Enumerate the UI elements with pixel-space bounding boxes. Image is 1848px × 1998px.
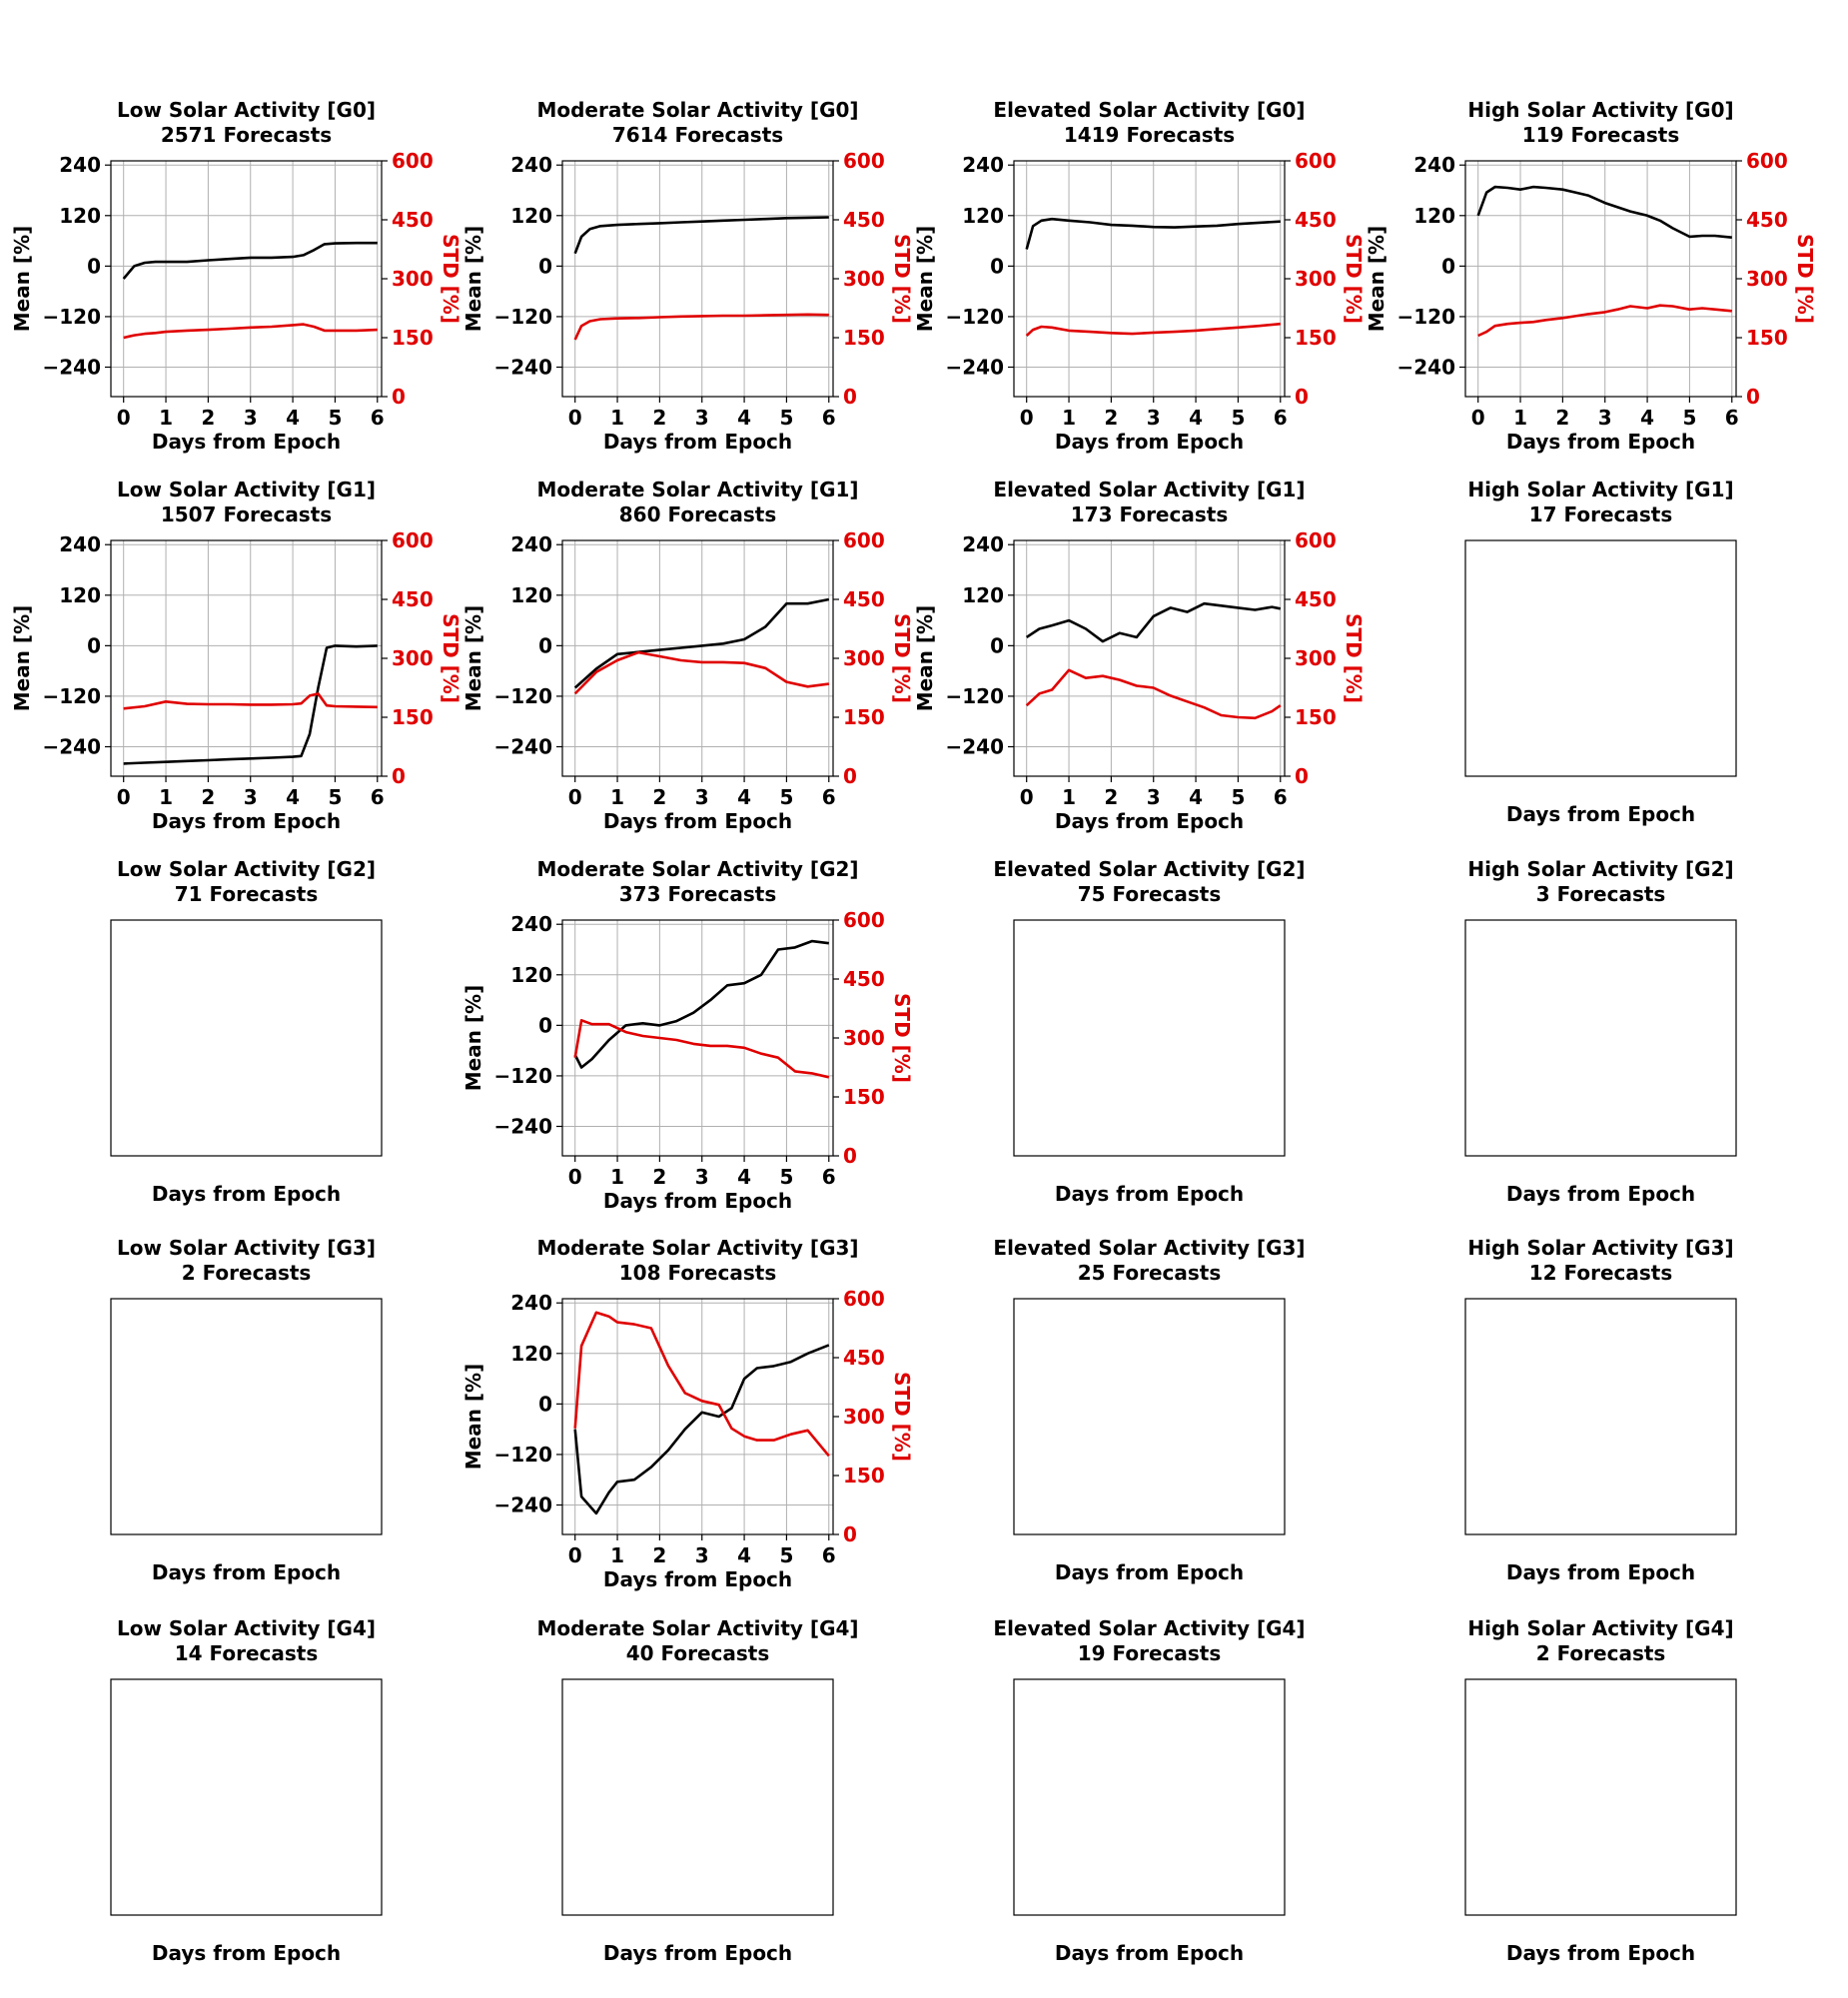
y2-tick-label: 300 — [1295, 646, 1337, 670]
subplot-forecast-count: 14 Forecasts — [174, 1641, 319, 1665]
empty-axes-frame — [111, 920, 382, 1156]
x-tick-label: 3 — [1597, 406, 1612, 430]
y-tick-label: 0 — [990, 254, 1004, 279]
x-tick-label: 2 — [652, 1543, 667, 1567]
y2-tick-label: 0 — [392, 764, 406, 788]
x-tick-label: 1 — [1062, 785, 1077, 809]
x-tick-label: 2 — [1104, 785, 1119, 809]
empty-axes-frame — [1014, 1679, 1285, 1915]
y-tick-label: 0 — [990, 633, 1004, 658]
y-tick-label: 0 — [87, 254, 101, 279]
x-tick-label: 3 — [694, 406, 709, 430]
x-axis-label: Days from Epoch — [151, 430, 342, 454]
subplot-9 — [111, 857, 382, 1206]
subplot-title: Moderate Solar Activity [G1] — [536, 478, 859, 501]
y2-tick-label: 150 — [843, 1464, 885, 1488]
y2-axis-label: STD [%] — [439, 613, 462, 703]
subplot-title: Low Solar Activity [G3] — [116, 1236, 377, 1260]
x-tick-label: 6 — [1724, 406, 1739, 430]
subplot-1 — [10, 98, 462, 454]
x-axis-label: Days from Epoch — [602, 1189, 793, 1213]
axes-frame — [1465, 161, 1736, 397]
subplot-title: High Solar Activity [G1] — [1467, 478, 1734, 501]
y-tick-label: −240 — [42, 355, 101, 380]
y2-axis-label: STD [%] — [890, 234, 914, 324]
subplot-5 — [10, 478, 462, 833]
y2-tick-label: 450 — [843, 208, 885, 232]
y2-tick-label: 300 — [843, 1026, 885, 1050]
x-axis-label: Days from Epoch — [1505, 1182, 1696, 1206]
y-tick-label: −120 — [945, 683, 1004, 708]
x-tick-label: 0 — [1470, 406, 1485, 430]
x-tick-label: 0 — [567, 1543, 582, 1567]
x-tick-label: 1 — [610, 406, 625, 430]
y2-tick-label: 150 — [392, 326, 434, 350]
y2-tick-label: 450 — [1295, 587, 1337, 611]
y2-tick-label: 300 — [1295, 267, 1337, 291]
subplot-title: High Solar Activity [G3] — [1467, 1236, 1734, 1260]
y2-tick-label: 300 — [843, 267, 885, 291]
x-tick-label: 5 — [1231, 406, 1246, 430]
y-axis-label: Mean [%] — [462, 984, 485, 1092]
axes-frame — [562, 161, 833, 397]
subplot-19 — [993, 1616, 1305, 1965]
x-tick-label: 5 — [1682, 406, 1697, 430]
empty-axes-frame — [1465, 920, 1736, 1156]
x-tick-label: 5 — [328, 406, 343, 430]
y-tick-label: −240 — [945, 355, 1004, 380]
x-tick-label: 2 — [201, 406, 216, 430]
y2-tick-label: 450 — [843, 587, 885, 611]
y2-tick-label: 0 — [1295, 385, 1309, 409]
subplot-forecast-count: 108 Forecasts — [618, 1261, 777, 1285]
y-tick-label: 120 — [962, 203, 1004, 228]
y-tick-label: −120 — [42, 304, 101, 329]
y-tick-label: 120 — [510, 962, 552, 987]
y2-tick-label: 300 — [392, 267, 434, 291]
y2-tick-label: 450 — [843, 1346, 885, 1370]
y2-tick-label: 300 — [843, 1405, 885, 1429]
x-tick-label: 2 — [652, 785, 667, 809]
y-tick-label: 0 — [538, 633, 552, 658]
y-axis-label: Mean [%] — [462, 225, 485, 333]
subplot-title: Low Solar Activity [G2] — [116, 857, 377, 881]
y2-tick-label: 300 — [392, 646, 434, 670]
subplot-2 — [462, 98, 914, 454]
y2-tick-label: 450 — [392, 208, 434, 232]
y2-tick-label: 600 — [843, 1287, 885, 1311]
empty-axes-frame — [1465, 1299, 1736, 1534]
x-tick-label: 4 — [737, 1165, 752, 1189]
x-tick-label: 1 — [610, 1543, 625, 1567]
empty-axes-frame — [562, 1679, 833, 1915]
subplot-title: Elevated Solar Activity [G4] — [993, 1616, 1306, 1640]
y-tick-label: 0 — [538, 254, 552, 279]
x-tick-label: 4 — [1189, 785, 1204, 809]
subplot-title: Moderate Solar Activity [G4] — [536, 1616, 859, 1640]
subplot-forecast-count: 2 Forecasts — [181, 1261, 312, 1285]
x-tick-label: 5 — [779, 785, 794, 809]
x-axis-label: Days from Epoch — [602, 809, 793, 833]
x-tick-label: 1 — [1062, 406, 1077, 430]
x-tick-label: 4 — [286, 785, 301, 809]
subplot-4 — [1365, 98, 1817, 454]
y-tick-label: −120 — [945, 304, 1004, 329]
subplot-title: High Solar Activity [G4] — [1467, 1616, 1734, 1640]
y2-tick-label: 0 — [843, 385, 857, 409]
subplot-15 — [993, 1236, 1305, 1584]
y2-tick-label: 0 — [843, 764, 857, 788]
y-tick-label: −240 — [493, 355, 552, 380]
x-axis-label: Days from Epoch — [151, 1182, 342, 1206]
x-axis-label: Days from Epoch — [1054, 1941, 1245, 1965]
x-tick-label: 0 — [116, 785, 131, 809]
subplot-title: Elevated Solar Activity [G1] — [993, 478, 1306, 501]
y-axis-label: Mean [%] — [913, 604, 937, 712]
y2-tick-label: 0 — [392, 385, 406, 409]
subplot-title: Elevated Solar Activity [G3] — [993, 1236, 1306, 1260]
y2-tick-label: 150 — [392, 705, 434, 729]
subplot-forecast-count: 2 Forecasts — [1535, 1641, 1666, 1665]
x-tick-label: 0 — [567, 1165, 582, 1189]
y-tick-label: 240 — [962, 153, 1004, 178]
y-tick-label: 120 — [59, 203, 101, 228]
y2-tick-label: 600 — [392, 149, 434, 173]
empty-axes-frame — [1014, 1299, 1285, 1534]
subplot-title: Moderate Solar Activity [G3] — [536, 1236, 859, 1260]
y-tick-label: 240 — [59, 532, 101, 557]
y-tick-label: −240 — [493, 1114, 552, 1139]
y-axis-label: Mean [%] — [462, 604, 485, 712]
y-tick-label: −240 — [493, 1493, 552, 1517]
subplot-title: Moderate Solar Activity [G2] — [536, 857, 859, 881]
subplot-forecast-count: 71 Forecasts — [174, 882, 319, 906]
empty-axes-frame — [111, 1679, 382, 1915]
y-tick-label: 240 — [510, 912, 552, 937]
y2-tick-label: 150 — [1295, 326, 1337, 350]
subplot-forecast-count: 25 Forecasts — [1077, 1261, 1222, 1285]
y-axis-label: Mean [%] — [462, 1363, 485, 1471]
subplot-3 — [913, 98, 1366, 454]
x-tick-label: 6 — [821, 406, 836, 430]
axes-frame — [1014, 540, 1285, 776]
x-tick-label: 2 — [652, 1165, 667, 1189]
x-tick-label: 0 — [567, 406, 582, 430]
x-axis-label: Days from Epoch — [1505, 802, 1696, 826]
x-axis-label: Days from Epoch — [1054, 1560, 1245, 1584]
x-tick-label: 0 — [1019, 785, 1034, 809]
subplot-forecast-count: 3 Forecasts — [1535, 882, 1666, 906]
x-tick-label: 6 — [1273, 785, 1288, 809]
subplot-title: Elevated Solar Activity [G0] — [993, 98, 1306, 122]
y-tick-label: −120 — [493, 1442, 552, 1467]
y2-axis-label: STD [%] — [890, 993, 914, 1083]
y-tick-label: 240 — [59, 153, 101, 178]
subplot-forecast-count: 75 Forecasts — [1077, 882, 1222, 906]
x-tick-label: 3 — [243, 406, 258, 430]
y-tick-label: −120 — [493, 683, 552, 708]
subplot-14 — [462, 1236, 914, 1591]
subplot-title: Low Solar Activity [G0] — [116, 98, 377, 122]
y-tick-label: −240 — [42, 734, 101, 759]
x-tick-label: 1 — [159, 406, 174, 430]
axes-frame — [111, 540, 382, 776]
y2-tick-label: 150 — [843, 705, 885, 729]
subplot-forecast-count: 19 Forecasts — [1077, 1641, 1222, 1665]
y-tick-label: 0 — [87, 633, 101, 658]
subplot-forecast-count: 12 Forecasts — [1528, 1261, 1673, 1285]
x-tick-label: 3 — [1146, 785, 1161, 809]
subplot-forecast-count: 119 Forecasts — [1521, 123, 1680, 147]
x-axis-label: Days from Epoch — [1505, 1560, 1696, 1584]
x-tick-label: 3 — [1146, 406, 1161, 430]
x-tick-label: 5 — [779, 1165, 794, 1189]
y-tick-label: 120 — [59, 582, 101, 607]
y2-tick-label: 600 — [392, 528, 434, 552]
y-tick-label: 120 — [962, 582, 1004, 607]
axes-frame — [562, 920, 833, 1156]
axes-frame — [562, 540, 833, 776]
x-tick-label: 3 — [243, 785, 258, 809]
subplot-17 — [111, 1616, 382, 1965]
y2-tick-label: 450 — [1295, 208, 1337, 232]
y2-tick-label: 0 — [1746, 385, 1760, 409]
subplot-10 — [462, 857, 914, 1213]
subplot-forecast-count: 1507 Forecasts — [160, 502, 333, 526]
subplot-title: High Solar Activity [G0] — [1467, 98, 1734, 122]
x-axis-label: Days from Epoch — [151, 1941, 342, 1965]
subplot-title: Low Solar Activity [G4] — [116, 1616, 377, 1640]
y2-tick-label: 150 — [1295, 705, 1337, 729]
y2-tick-label: 600 — [1295, 528, 1337, 552]
x-tick-label: 2 — [1555, 406, 1570, 430]
x-tick-label: 6 — [821, 785, 836, 809]
y2-tick-label: 0 — [1295, 764, 1309, 788]
y-tick-label: 240 — [510, 153, 552, 178]
subplot-8 — [1465, 478, 1736, 826]
y-axis-label: Mean [%] — [913, 225, 937, 333]
x-tick-label: 2 — [1104, 406, 1119, 430]
x-tick-label: 1 — [1513, 406, 1528, 430]
x-axis-label: Days from Epoch — [1505, 430, 1696, 454]
y-axis-label: Mean [%] — [10, 604, 34, 712]
empty-axes-frame — [1014, 920, 1285, 1156]
empty-axes-frame — [1465, 540, 1736, 776]
subplot-title: Moderate Solar Activity [G0] — [536, 98, 859, 122]
x-tick-label: 1 — [610, 1165, 625, 1189]
y2-tick-label: 600 — [843, 908, 885, 932]
x-axis-label: Days from Epoch — [151, 809, 342, 833]
empty-axes-frame — [1465, 1679, 1736, 1915]
x-tick-label: 6 — [370, 406, 385, 430]
axes-frame — [111, 161, 382, 397]
subplot-forecast-count: 17 Forecasts — [1528, 502, 1673, 526]
y2-tick-label: 600 — [843, 149, 885, 173]
x-tick-label: 3 — [694, 1165, 709, 1189]
y-tick-label: 240 — [510, 532, 552, 557]
subplot-forecast-count: 40 Forecasts — [625, 1641, 770, 1665]
y2-tick-label: 150 — [843, 326, 885, 350]
y2-tick-label: 0 — [843, 1144, 857, 1168]
y-tick-label: 240 — [1413, 153, 1455, 178]
x-tick-label: 4 — [737, 406, 752, 430]
subplot-forecast-count: 860 Forecasts — [618, 502, 777, 526]
y-tick-label: −240 — [945, 734, 1004, 759]
y2-tick-label: 600 — [843, 528, 885, 552]
x-axis-label: Days from Epoch — [602, 430, 793, 454]
subplot-11 — [993, 857, 1305, 1206]
y-axis-label: Mean [%] — [10, 225, 34, 333]
y-tick-label: 120 — [510, 582, 552, 607]
y2-axis-label: STD [%] — [439, 234, 462, 324]
subplot-forecast-count: 7614 Forecasts — [611, 123, 784, 147]
y2-tick-label: 300 — [1746, 267, 1788, 291]
x-axis-label: Days from Epoch — [602, 1941, 793, 1965]
y2-axis-label: STD [%] — [890, 1372, 914, 1462]
x-tick-label: 3 — [694, 785, 709, 809]
y2-tick-label: 450 — [392, 587, 434, 611]
y-tick-label: −240 — [1396, 355, 1455, 380]
x-tick-label: 5 — [1231, 785, 1246, 809]
x-tick-label: 4 — [286, 406, 301, 430]
y-tick-label: −120 — [42, 683, 101, 708]
x-tick-label: 4 — [737, 785, 752, 809]
x-tick-label: 5 — [779, 1543, 794, 1567]
subplot-title: High Solar Activity [G2] — [1467, 857, 1734, 881]
subplot-title: Low Solar Activity [G1] — [116, 478, 377, 501]
y-tick-label: 120 — [1413, 203, 1455, 228]
subplot-20 — [1465, 1616, 1736, 1965]
x-axis-label: Days from Epoch — [1054, 430, 1245, 454]
x-tick-label: 0 — [1019, 406, 1034, 430]
y-tick-label: −120 — [493, 1063, 552, 1088]
x-tick-label: 5 — [779, 406, 794, 430]
y-tick-label: 0 — [1441, 254, 1455, 279]
x-tick-label: 4 — [737, 1543, 752, 1567]
subplot-6 — [462, 478, 914, 833]
subplot-forecast-count: 373 Forecasts — [618, 882, 777, 906]
subplot-12 — [1465, 857, 1736, 1206]
subplot-forecast-count: 2571 Forecasts — [160, 123, 333, 147]
x-axis-label: Days from Epoch — [602, 1567, 793, 1591]
y2-tick-label: 600 — [1746, 149, 1788, 173]
y2-tick-label: 0 — [843, 1522, 857, 1546]
empty-axes-frame — [111, 1299, 382, 1534]
y2-axis-label: STD [%] — [1342, 613, 1366, 703]
y2-axis-label: STD [%] — [1793, 234, 1817, 324]
x-tick-label: 0 — [116, 406, 131, 430]
x-axis-label: Days from Epoch — [1505, 1941, 1696, 1965]
x-axis-label: Days from Epoch — [1054, 809, 1245, 833]
x-tick-label: 6 — [1273, 406, 1288, 430]
y2-tick-label: 450 — [843, 967, 885, 991]
x-tick-label: 5 — [328, 785, 343, 809]
y2-tick-label: 150 — [1746, 326, 1788, 350]
y2-tick-label: 600 — [1295, 149, 1337, 173]
x-tick-label: 1 — [159, 785, 174, 809]
subplot-7 — [913, 478, 1366, 833]
x-tick-label: 2 — [652, 406, 667, 430]
y-tick-label: −120 — [493, 304, 552, 329]
x-tick-label: 2 — [201, 785, 216, 809]
x-tick-label: 3 — [694, 1543, 709, 1567]
y2-tick-label: 300 — [843, 646, 885, 670]
y-tick-label: −120 — [1396, 304, 1455, 329]
x-axis-label: Days from Epoch — [151, 1560, 342, 1584]
y2-tick-label: 150 — [843, 1085, 885, 1109]
y2-axis-label: STD [%] — [1342, 234, 1366, 324]
subplot-forecast-count: 173 Forecasts — [1070, 502, 1229, 526]
subplot-13 — [111, 1236, 382, 1584]
subplot-18 — [536, 1616, 858, 1965]
y2-axis-label: STD [%] — [890, 613, 914, 703]
x-tick-label: 6 — [370, 785, 385, 809]
x-axis-label: Days from Epoch — [1054, 1182, 1245, 1206]
y2-tick-label: 450 — [1746, 208, 1788, 232]
y-tick-label: 0 — [538, 1013, 552, 1038]
subplot-forecast-count: 1419 Forecasts — [1063, 123, 1236, 147]
y-tick-label: 120 — [510, 1341, 552, 1366]
x-tick-label: 4 — [1189, 406, 1204, 430]
y-tick-label: 120 — [510, 203, 552, 228]
y-axis-label: Mean [%] — [1365, 225, 1388, 333]
subplot-16 — [1465, 1236, 1736, 1584]
y-tick-label: −240 — [493, 734, 552, 759]
x-tick-label: 6 — [821, 1543, 836, 1567]
x-tick-label: 0 — [567, 785, 582, 809]
axes-frame — [1014, 161, 1285, 397]
y-tick-label: 240 — [510, 1291, 552, 1316]
subplot-title: Elevated Solar Activity [G2] — [993, 857, 1306, 881]
y-tick-label: 0 — [538, 1392, 552, 1417]
y-tick-label: 240 — [962, 532, 1004, 557]
x-tick-label: 4 — [1640, 406, 1655, 430]
x-tick-label: 6 — [821, 1165, 836, 1189]
x-tick-label: 1 — [610, 785, 625, 809]
